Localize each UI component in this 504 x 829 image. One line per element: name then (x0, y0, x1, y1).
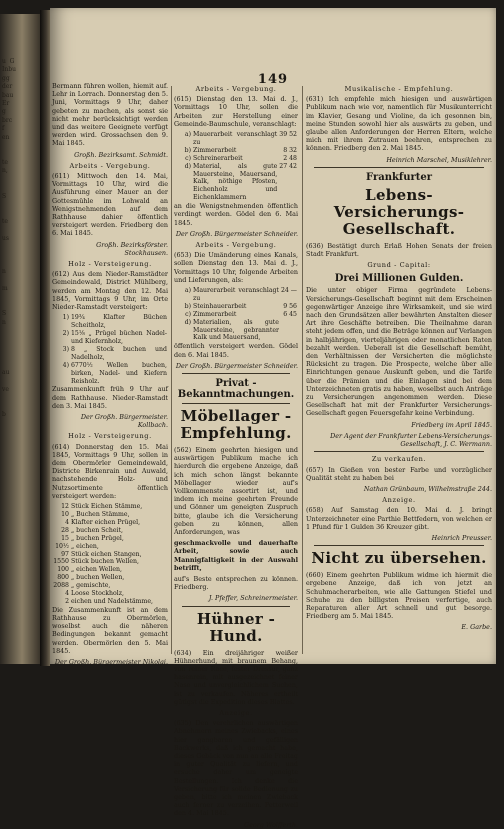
ad-headline-dog: Hühner - Hund. (196, 609, 276, 645)
list-num: 10 (61, 510, 69, 518)
list-amount: 6 45 (283, 310, 297, 318)
list-text: „ buchen Scheit, (71, 526, 123, 534)
list-row (52, 362, 168, 386)
list-amount (280, 319, 298, 343)
list-row (174, 319, 298, 343)
column-rule (171, 86, 172, 654)
divider (314, 545, 484, 546)
list-text: „ buchen Wellen, (71, 574, 125, 582)
list-text: 6770½ Wellen buchen, birken, Nadel- und Kiefern Reisholz. (71, 361, 167, 385)
list-num: 15 (61, 534, 69, 542)
divider (314, 451, 484, 452)
list-row (52, 519, 168, 527)
list-num: 2 (65, 597, 69, 605)
signature: Nathan Grünbaum, Wilhelmstraße 244. (363, 484, 492, 493)
paragraph: (634) Ein dreijähriger weißer Hühnerhund, mit braunem Behang, von reiner Race, fester Dressur, ganz hasenrein, mit ausgezeichnet feiner Nase und unvergleichlichem Suchen, ist zu verkaufen. Näheres ertheilt gütigst die Expedition dieses Blattes. (174, 648, 298, 706)
book-spine (40, 10, 50, 666)
paragraph: (562) Einem geehrten hiesigen und auswärtigen Publikum mache ich hierdurch die ergebene Anzeige, daß ich mich schon längst bekannte Möbellager wieder auf's Vollkommenste assortirt ist, und indem ich meine geehrten Freunde und Gönner um geneigten Zuspruch bitte, glaube ich die Versicherung geben zu können, allen Anforderungen, was (174, 445, 298, 536)
paragraph: (653) Die Umänderung eines Kanals, sollen Dienstag den 13. Mai d. J., Vormittags 10 Uhr, folgende Arbeiten und Lieferungen, als: (174, 251, 298, 284)
list-num: 4) (62, 361, 69, 369)
paragraph: (660) Einem geehrten Publikum widme ich hiermit die ergebene Anzeige, daß ich von jetzt an Schuhmacherarbeiten, wie alle Gattungen Stiefel und Schuhe zu den billigsten Preisen verfertige, auch Reparaturen aller Art schnell und gut besorge. Friedberg am 5. Mai 1845. (306, 571, 492, 621)
paragraph: auf's Beste entsprechen zu können. Friedberg. (174, 575, 298, 592)
list-amount: 24 — (280, 287, 297, 294)
list-text: 15⅛ „ Prügel büchen Nadel- und Kiefernholz, (71, 330, 167, 345)
list-text: Stück eichen Stangen, (71, 550, 142, 558)
section-heading: Anzeige. (382, 496, 416, 505)
list-amount: 39 52 (279, 131, 297, 139)
list-text: Materialien, als gute Mauersteine, gebrannter Kalk und Mauersand, (193, 318, 279, 342)
list-num: c) (185, 154, 191, 162)
list-text: Material, als gute Mauersteine, Mauersand, Kalk, nöthige Pfosten, Eichenholz und Eichenklammern (193, 162, 278, 202)
list-row (52, 503, 168, 511)
cost-list-2 (174, 287, 298, 342)
list-row (52, 598, 168, 606)
list-num: d) (184, 318, 191, 326)
list-num: 800 (57, 574, 69, 582)
section-title-private: Privat - Bekanntmachungen. (177, 377, 295, 400)
list-row (174, 303, 298, 311)
list-num: 1550 (53, 558, 69, 566)
list-text: „ Buchen Stämme, (71, 510, 130, 518)
signature: Großh. Bezirksamt. Schmidt. (74, 150, 168, 159)
section-heading: Musikalische - Empfehlung. (344, 85, 454, 93)
list-num: 4 (65, 518, 69, 526)
list-row (174, 147, 298, 155)
divider (182, 606, 290, 607)
signature: J. Pfeffer, Schreinermeister. (208, 594, 298, 603)
signature: Der Agent der Frankfurter Lebens-Versicherungs-Gesellschaft, J. C. Wermann. (330, 431, 492, 449)
list-row (174, 163, 298, 203)
section-heading: Arbeits - Vergebung. (195, 85, 277, 93)
signature: Der Großh. Bürgermeister Schneider. (175, 229, 298, 238)
paragraph: (614) Donnerstag den 15. Mai 1845, Vormittags 9 Uhr, sollen in dem Obermörler Gemeindewald, Districte Birkenrain und Auwald, nachstehende Holz- und Nutzsortimente öffentlich versteigert werden: (52, 442, 168, 500)
ad-headline-insurance: Lebens-Versicherungs-Gesellschaft. (333, 185, 465, 238)
list-row (52, 511, 168, 519)
list-num: 12 (61, 503, 69, 511)
list-text: Zimmerarbeit (193, 310, 237, 318)
list-text: Maurerarbeit veranschlagt zu (193, 287, 279, 302)
section-heading: Anzeige. (219, 709, 253, 718)
paragraph: (631) Ich empfehle mich hiesigen und auswärtigen Publikum nach wie vor, namentlich für Musikunterricht im Klavier, Gesang und Violine, da ich gesonnen bin, meine Stunden sowohl hier als auswärts zu geben, und glaube allen Anforderungen der Herren Eltern, welche mich mit ihrem Zutrauen beehren, entsprechen zu können. Friedberg den 2. Mai 1845. (306, 95, 492, 153)
paragraph: an die Wenigstnehmenden öffentlich verdingt werden. Gödel den 6. Mai 1845. (174, 202, 298, 227)
signature: E. Garbe. (461, 623, 492, 632)
paragraph: (612) Aus dem Nieder-Ramstädter Gemeindewald, District Mühlberg, werden am Montag den 12. Mai 1845, Vormittags 9 Uhr, im Orte Nieder-Ramstadt versteigert: (52, 270, 168, 312)
list-amount: 9 56 (283, 302, 297, 310)
section-heading: Holz - Versteigerung. (68, 432, 152, 441)
signature: Heinrich Marschel, Musiklehrer. (386, 155, 492, 164)
list-row (52, 582, 168, 590)
list-text: eichen und Nadelstämme, (71, 597, 154, 605)
list-row (52, 346, 168, 362)
section-heading: Holz - Versteigerung. (68, 260, 152, 269)
ad-headline-notice: Nicht zu übersehen. (311, 549, 487, 568)
list-num: 28 (61, 526, 69, 534)
list-num: 97 (61, 550, 69, 558)
paragraph: (611) Mittwoch den 14. Mai, Vormittags 10 Uhr, wird die Ausführung einer Mauer an der Gottesmühle im Lohwald an Wenigstnehmenden auf dem Rathhause dahier öffentlich versteigert werden. Friedberg den 6. Mai 1845. (52, 172, 168, 238)
list-num: 100 (57, 566, 69, 574)
list-row (52, 330, 168, 346)
list-row (174, 311, 298, 319)
list-text: Schreinerarbeit (193, 154, 243, 162)
signature: Georg Wolfferth. (243, 820, 298, 829)
list-text: Stück Eichen Stämme, (71, 503, 143, 511)
list-text: „ eichen Wellen, (71, 566, 122, 574)
list-num: 2) (62, 330, 69, 338)
signature: Friedberg im April 1845. (411, 420, 492, 429)
list-row (52, 543, 168, 551)
paragraph: (657) In Gießen von bester Farbe und vorzüglicher Qualität steht zu haben bei (306, 465, 492, 482)
list-row (174, 287, 298, 303)
list-amount: 27 42 (279, 162, 297, 170)
list-num: a) (184, 287, 191, 294)
list-text: „ buchen Prügel, (71, 534, 124, 542)
list-text: „ eichen, (71, 542, 99, 550)
divider (182, 373, 290, 374)
paragraph: Bermann führen wollen, hiemit auf. Lehr in Lorrach. Donnerstag den 5. Juni, Vormittags 9 Uhr, daher gebeten zu machen, als sonst sie nicht mehr berücksichtigt werden und das weitere Geeignete verfügt werden wird. Grossachsen den 9. Mai 1845. (52, 82, 168, 148)
list-row (52, 566, 168, 574)
divider (314, 167, 484, 168)
newspaper-page (50, 8, 496, 829)
paragraph: Die unter obiger Firma gegründete Lebens-Versicherungs-Gesellschaft beginnt mit dem Erscheinen gegenwärtiger Anzeige ihre Wirksamkeit, und sie wird nach den Grundsätzen aller bewährten Anstalten dieser Art ihre Geschäfte betreiben. Die Theilnahme daran steht jedem offen, und die Beträge können auf Verlangen in halbjährigen, vierteljährigen oder monatlichen Raten bezahlt werden. Ueberall ist die Gesellschaft bemüht, den Verhältnissen der Versicherten die möglichste Rücksicht zu tragen. Die Prospecte, welche über alle Einrichtungen genaue Auskunft geben, und die Tarife über die Prämien und die Einlagen sind bei dem Unterzeichneten gratis zu haben, woselbst auch Anträge zu Versicherungen angenommen werden. Diese Gesellschaft hat mit der Frankfurter Versicherungs-Gesellschaft gegen Feuersgefahr keine Verbindung. (306, 286, 492, 418)
list-row (52, 527, 168, 535)
cost-list-1 (174, 131, 298, 202)
list-num: b) (184, 146, 191, 154)
list-text: Loose Stockholz, (71, 590, 124, 598)
section-heading: Arbeits - Vergebung. (195, 240, 277, 249)
left-page-text-fragment: u G Inbu gg der bau Er g brc f en te n, S te us n m S n au ve b (2, 58, 16, 419)
signature: Großh. Bezirksförster. Stockhausen. (96, 240, 168, 257)
list-row (52, 551, 168, 559)
list-num: c) (185, 310, 191, 318)
paragraph: Zusammenkunft früh 9 Uhr auf dem Rathhause. Nieder-Ramstadt den 3. Mai 1845. (52, 385, 168, 410)
list-num: 1) (62, 314, 69, 322)
list-num: b) (184, 302, 191, 310)
divider (182, 403, 290, 404)
column-rule (302, 86, 303, 654)
paragraph: (615) Dienstag den 13. Mai d. J., Vormittags 10 Uhr, sollen die Arbeiten zur Herstellung einer Gemeinde-Baumschule, veranschlagt: (174, 95, 298, 128)
list-text: 19¾ Klafter Büchen Scheitholz, (71, 314, 167, 330)
list-row (174, 131, 298, 147)
list-text: Mauerarbeit veranschlagt zu (193, 131, 278, 146)
list-amount: 8 32 (283, 146, 297, 154)
ad-headline-frankfurt: Frankfurter (366, 171, 432, 183)
signature: Der Großh. Bürgermeister Schneider. (175, 361, 298, 370)
list-num: 2088 (53, 582, 69, 590)
list-row (52, 574, 168, 582)
list-row (52, 535, 168, 543)
left-page-edge (0, 14, 40, 664)
capital-label: Grund - Capital: (367, 261, 431, 270)
list-num: 4 (65, 590, 69, 598)
list-row (174, 155, 298, 163)
paragraph: (636) Bestätigt durch Erlaß Hohen Senats der freien Stadt Frankfurt. (306, 241, 492, 259)
paragraph: öffentlich versteigert werden. Gödel den 6. Mai 1845. (174, 342, 298, 359)
column-3 (306, 82, 492, 660)
column-1 (52, 82, 168, 667)
list-num: 3) (62, 345, 69, 353)
list-row (52, 590, 168, 598)
wood-list-b (52, 503, 168, 606)
list-row (52, 314, 168, 330)
signature: Der Großh. Bürgermeister. Kollbach. (80, 413, 168, 430)
list-text: Stück buchen Wellen, (71, 558, 139, 566)
list-text: Klafter eichen Prügel, (71, 518, 141, 526)
signature: Heinrich Preusser. (431, 533, 492, 542)
paragraph: (658) Auf Samstag den 10. Mai d. J. bringt Unterzeichneter eine Parthie Bettfedern, von welchen er 1 Pfund für 1 Gulden 36 Kreuzer gibt. (306, 506, 492, 531)
list-text: „ gemischte, (71, 582, 111, 590)
list-amount: 2 48 (283, 154, 297, 162)
list-num: a) (184, 131, 191, 139)
paragraph: (635) Den verehrlichen auswärtigen Abnehmern meines Zwiebacks, eines hier gangbaren und gefälligen Backwerks, daß ich gemacht habe, dieses Gebäck von nun an alle Freitag in guter Qualität zu liefern, und ersuche daher um geneigte Bestellungen. Ich denke die Versicherung für solide Bedienung zu geben, bitte ich meinen Zwieback auch ferner zu verzeihen. Petterweil den 4. Mai 1845. (174, 719, 298, 818)
wood-list-a (52, 314, 168, 385)
column-2 (174, 82, 298, 829)
signature: Der Großh. Bürgermeister Nikolai. (54, 658, 168, 667)
paragraph: Die Zusammenkunft ist an dem Rathhause zu Obermörlen, woselbst auch die näheren Bedingungen bekannt gemacht werden. Obermörlen den 5. Mai 1845. (52, 605, 168, 655)
section-heading: Arbeits - Vergebung. (69, 161, 151, 170)
list-text: Steinhauerarbeit (193, 302, 247, 310)
emphasized-text: geschmackvolle und dauerhafte Arbeit, sowie auch Mannigfaltigkeit in der Auswahl betrifft, (174, 539, 298, 572)
list-text: 8 „ Stock buchen und Nadelholz, (71, 345, 167, 361)
list-text: Zimmerarbeit (193, 146, 237, 154)
ad-headline-furniture: Möbellager - Empfehlung. (180, 406, 292, 442)
ad-headline-capital: Drei Millionen Gulden. (334, 273, 464, 285)
section-heading: Zu verkaufen. (371, 455, 427, 464)
page-number: 149 (257, 72, 289, 87)
list-row (52, 558, 168, 566)
list-num: d) (184, 162, 191, 170)
list-num: 10½ (55, 542, 69, 550)
